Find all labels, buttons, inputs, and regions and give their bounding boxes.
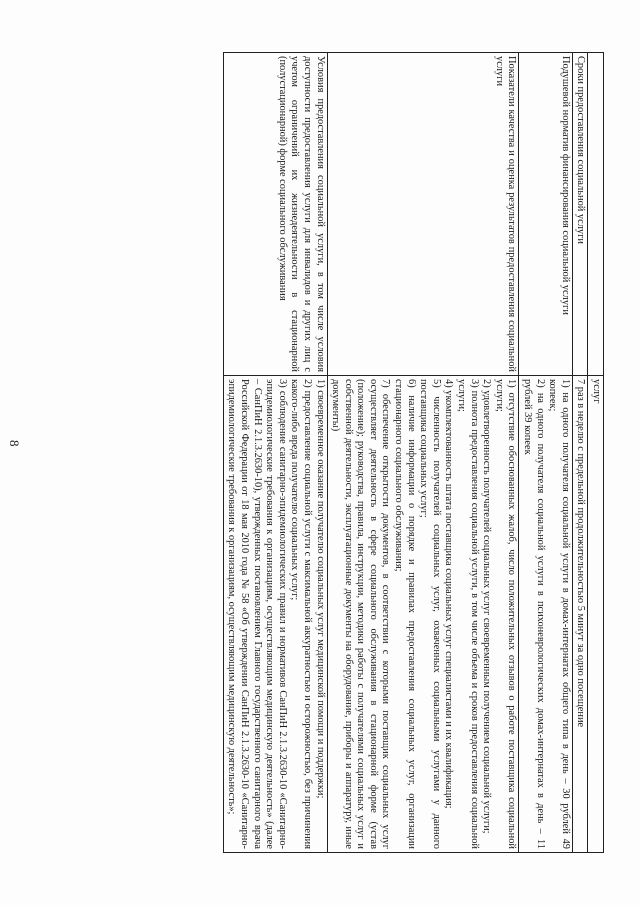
value-line: 7 раз в неделю с предельной продолжительностью 5 минут за одно посещение <box>575 379 587 728</box>
value-line: услуг <box>591 379 602 404</box>
table-row <box>588 53 604 853</box>
value-line: 6) наличие информации о порядке и правилах предоставления социальных услуг, организации стационарного социального обслуживания; <box>393 379 417 849</box>
value-cell <box>572 376 588 853</box>
criterion-cell: Условия предоставления социальной услуги, в том числе условия доступности предоставления услуги для инвалидов и других лиц с учетом ограничений их жизнедеятельности в стационарной (полустационарной) форме социального обслуживания <box>223 53 327 376</box>
value-line: 3) соблюдение санитарно-эпидемиологических правил и нормативов СанПиН 2.1.3.2630-10 «Санитарно-эпидемиологические требования к организациям, осуществляющим медицинскую деятельность» (далее – СанПиН 2.1.3.2630-10), утвержденных постановлением Главного государственного санитарного врача Российской Федерации от 18 мая 2010 года № 58 «Об утверждении СанПиН 2.1.3.2630-10 «Санитарно-эпидемиологические требования к организациям, осуществляющим медицинскую деятельность»; <box>226 379 288 849</box>
service-standard-table <box>223 52 604 853</box>
table-row <box>223 53 327 853</box>
value-line: 2) на одного получателя социальной услуги в психоневрологических домах-интернатах в день – 11 рублей 39 копеек <box>522 379 546 849</box>
value-cell <box>223 376 327 853</box>
criterion-cell: Сроки предоставления социальной услуги <box>572 53 588 376</box>
value-line: 3) полнота предоставления социальной услуги, в том числе объема и сроков предоставления социальной услуги; <box>456 379 480 849</box>
value-line: 1) своевременное оказание получателю социальных услуг медицинской помощи и поддержки; <box>314 379 326 799</box>
value-line: 1) отсутствие обоснованных жалоб, число положительных отзывов о работе поставщика социальной услуги; <box>493 379 518 849</box>
rotated-table-container <box>62 52 604 852</box>
criterion-cell <box>588 53 604 376</box>
table-row <box>327 53 519 853</box>
value-line: 2) предоставление социальной услуги с максимальной аккуратностью и осторожностью, без причинения какого-либо вреда получателю социальных услуг; <box>289 379 313 849</box>
page-number: 8 <box>7 440 22 447</box>
table-row <box>572 53 588 853</box>
value-line: 2) удовлетворенность получателей социальных услуг своевременным получением социальной услуги; <box>481 379 493 834</box>
value-cell <box>327 376 519 853</box>
criterion-cell: Подушевой норматив финансирования социальной услуги <box>519 53 572 376</box>
table-row <box>519 53 572 853</box>
value-line: 7) обеспечение открытости документов, в соответствии с которыми поставщик социальных услуг осуществляет деятельность в сфере социального обслуживания в стационарной форме (устав (положение); руководства, правила, инструкции, методики работы с получателями социальных услуг и собственной деятельности, эксплуатационные документы на оборудование, приборы и аппаратуру, иные документы) <box>330 379 392 849</box>
value-cell <box>588 376 604 853</box>
value-line: 5) численность получателей социальных услуг, охваченных социальными услугами у данного поставщика социальных услуг; <box>418 379 442 849</box>
value-line: 4) укомплектованность штата поставщика социальных услуг специалистами и их квалификация; <box>443 379 455 809</box>
value-line: 1) на одного получателя социальной услуги в домах-интернатах общего типа в день – 30 рублей 49 копеек; <box>547 379 571 849</box>
value-cell <box>519 376 572 853</box>
criterion-cell: Показатели качества и оценка результатов предоставления социальной услуги <box>327 53 519 376</box>
